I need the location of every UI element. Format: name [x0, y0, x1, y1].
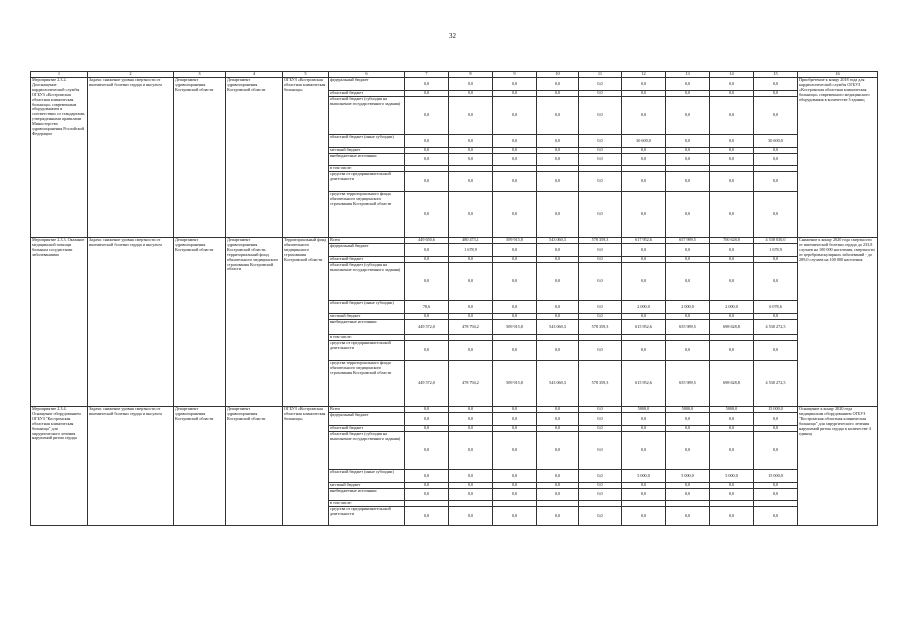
amount-cell: 0,0 — [405, 78, 449, 91]
amount-cell: 0,0 — [405, 489, 449, 501]
amount-cell: 6 078,6 — [754, 301, 798, 314]
amount-cell: 0,0 — [579, 78, 622, 91]
amount-cell: 0,0 — [710, 314, 754, 320]
funding-source-cell: федеральный бюджет — [329, 413, 405, 426]
amount-cell: 0,0 — [579, 135, 622, 148]
amount-cell: 0,0 — [537, 154, 579, 166]
expected-result-cell: Приобретение к концу 2018 года для кардиологической службы ОГБУЗ «Костромская областная клиническая больница» современного медицинского оборудования в количестве 3 единиц — [798, 78, 878, 238]
task-cell: Задача: снижение уровня смертности от ишемической болезни сердца и инсульта — [88, 238, 174, 407]
expected-result-cell: Снижение к концу 2020 года смертности от ишемической болезни сердца до 233,8 случаев на 100 000 населения, смертности от цереброваскулярных заболеваний - до 289,0 случаев на 100 000 населения — [798, 238, 878, 407]
amount-cell: 478 794,2 — [449, 320, 493, 335]
amount-cell: 0,0 — [710, 426, 754, 432]
amount-cell: 617 952,6 — [622, 238, 666, 244]
amount-cell: 0,0 — [666, 135, 710, 148]
amount-cell: 0,0 — [537, 489, 579, 501]
amount-cell: 0,0 — [493, 507, 537, 526]
amount-cell: 0,0 — [405, 470, 449, 483]
amount-cell: 0,0 — [710, 135, 754, 148]
expected-result-cell: Оснащение к концу 2020 года медицинским оборудованием ОГБУЗ "Костромская областная клиническая больница" для хирургического лечения нарушений ритма сердца в количестве 4 единиц — [798, 407, 878, 526]
amount-cell: 0,0 — [666, 432, 710, 470]
column-number: 9 — [493, 72, 537, 78]
executor-cell: Департамент здравоохранения Костромской области — [174, 407, 226, 526]
amount-cell: 0,0 — [537, 301, 579, 314]
amount-cell: 0,0 — [622, 154, 666, 166]
column-number: 14 — [710, 72, 754, 78]
amount-cell: 0,0 — [622, 413, 666, 426]
amount-cell: 0,0 — [493, 154, 537, 166]
amount-cell: 0,0 — [493, 483, 537, 489]
amount-cell: 0,0 — [405, 314, 449, 320]
amount-cell: 0,0 — [449, 407, 493, 413]
amount-cell: 0,0 — [710, 154, 754, 166]
amount-cell: 0,0 — [754, 341, 798, 361]
amount-cell: 0,0 — [493, 257, 537, 263]
amount-cell: 78,6 — [405, 301, 449, 314]
amount-cell: 0,0 — [537, 413, 579, 426]
amount-cell: 0,0 — [449, 154, 493, 166]
recipient-cell: ОГБУЗ «Костромская областная клиническая больница» — [283, 78, 329, 238]
amount-cell: 0,0 — [579, 263, 622, 301]
amount-cell: 0,0 — [405, 192, 449, 238]
column-number: 6 — [329, 72, 405, 78]
amount-cell: 0,0 — [754, 426, 798, 432]
amount-cell: 0,0 — [449, 432, 493, 470]
funding-source-cell: в том числе: — [329, 166, 405, 172]
amount-cell: 0,0 — [754, 413, 798, 426]
amount-cell: 0,0 — [493, 489, 537, 501]
amount-cell: 0,0 — [754, 192, 798, 238]
column-number: 4 — [226, 72, 283, 78]
amount-cell: 0,0 — [622, 78, 666, 91]
amount-cell: 0,0 — [579, 407, 622, 413]
executor-cell: Департамент здравоохранения Костромской области — [174, 78, 226, 238]
amount-cell: 0,0 — [710, 341, 754, 361]
amount-cell: 0,0 — [449, 413, 493, 426]
amount-cell: 0,0 — [449, 301, 493, 314]
amount-cell: 0,0 — [493, 78, 537, 91]
amount-cell: 0,0 — [449, 483, 493, 489]
amount-cell: 0,0 — [493, 301, 537, 314]
amount-cell: 0,0 — [493, 91, 537, 97]
amount-cell: 543 060,3 — [537, 238, 579, 244]
amount-cell: 15 000,0 — [754, 407, 798, 413]
amount-cell: 0,0 — [622, 507, 666, 526]
amount-cell: 0,0 — [579, 192, 622, 238]
amount-cell: 0,0 — [449, 489, 493, 501]
amount-cell: 0,0 — [666, 257, 710, 263]
amount-cell: 0,0 — [449, 192, 493, 238]
amount-cell: 0,0 — [579, 97, 622, 135]
funding-source-cell: областной бюджет — [329, 426, 405, 432]
amount-cell: 30 600,0 — [754, 135, 798, 148]
funding-source-cell: внебюджетные источники — [329, 320, 405, 335]
funding-source-cell: Всего — [329, 238, 405, 244]
measure-cell: Мероприятие 2.3.4. Оснащение оборудованием ОГБУЗ "Костромская областная клиническая больница" для хирургического лечения нарушений ритма сердца — [31, 407, 88, 526]
amount-cell: 0,0 — [493, 407, 537, 413]
funding-source-cell: в том числе: — [329, 335, 405, 341]
funding-source-cell: федеральный бюджет — [329, 78, 405, 91]
funding-source-cell: средства от предпринимательской деятельности — [329, 172, 405, 192]
amount-cell: 0,0 — [405, 432, 449, 470]
amount-cell: 0,0 — [754, 154, 798, 166]
column-number: 1 — [31, 72, 88, 78]
amount-cell: 0,0 — [537, 244, 579, 257]
amount-cell: 0,0 — [449, 314, 493, 320]
amount-cell: 0,0 — [622, 97, 666, 135]
amount-cell: 0,0 — [666, 489, 710, 501]
amount-cell: 0,0 — [579, 91, 622, 97]
amount-cell: 0,0 — [405, 426, 449, 432]
amount-cell: 655 989,5 — [666, 361, 710, 407]
funding-source-cell: областной бюджет — [329, 91, 405, 97]
funding-source-cell: Всего — [329, 407, 405, 413]
amount-cell: 5000,0 — [710, 407, 754, 413]
amount-cell: 0,0 — [449, 426, 493, 432]
amount-cell: 509 915,8 — [493, 361, 537, 407]
amount-cell: 0,0 — [579, 413, 622, 426]
amount-cell: 0,0 — [449, 341, 493, 361]
task-cell: Задача: снижение уровня смертности от ишемической болезни сердца и инсульта — [88, 78, 174, 238]
amount-cell: 0,0 — [405, 97, 449, 135]
amount-cell: 0,0 — [493, 192, 537, 238]
funding-source-cell: областной бюджет (субсидия на выполнение государственного задания) — [329, 263, 405, 301]
amount-cell: 0,0 — [622, 91, 666, 97]
funding-source-cell: местный бюджет — [329, 483, 405, 489]
amount-cell: 0,0 — [537, 341, 579, 361]
amount-cell: 449 572,0 — [405, 320, 449, 335]
amount-cell: 0,0 — [666, 97, 710, 135]
funding-source-cell: внебюджетные источники — [329, 489, 405, 501]
amount-cell: 2 000,0 — [710, 301, 754, 314]
amount-cell: 0,0 — [579, 314, 622, 320]
amount-cell: 509 915,8 — [493, 238, 537, 244]
amount-cell: 543 060,3 — [537, 320, 579, 335]
column-number: 12 — [622, 72, 666, 78]
amount-cell: 0,0 — [666, 154, 710, 166]
amount-cell: 2 000,0 — [622, 301, 666, 314]
funding-source-cell: областной бюджет (субсидия на выполнение государственного задания) — [329, 97, 405, 135]
amount-cell: 0,0 — [537, 257, 579, 263]
amount-cell: 578 359,3 — [579, 238, 622, 244]
amount-cell: 0,0 — [754, 507, 798, 526]
amount-cell: 4 530 272,5 — [754, 361, 798, 407]
amount-cell: 0,0 — [537, 470, 579, 483]
funding-source-cell: областной бюджет (иные субсидии) — [329, 135, 405, 148]
amount-cell: 0,0 — [449, 97, 493, 135]
amount-cell: 0,0 — [537, 263, 579, 301]
amount-cell: 0,0 — [493, 148, 537, 154]
amount-cell: 0,0 — [493, 314, 537, 320]
task-cell: Задача: снижение уровня смертности от ишемической болезни сердца и инсульта — [88, 407, 174, 526]
amount-cell: 0,0 — [579, 507, 622, 526]
amount-cell: 480 473,1 — [449, 238, 493, 244]
amount-cell: 0,0 — [405, 148, 449, 154]
amount-cell: 0,0 — [579, 154, 622, 166]
coexecutor-cell: Департамент здравоохранения Костромской области — [226, 407, 283, 526]
funding-source-cell: областной бюджет (субсидия на выполнение государственного задания) — [329, 432, 405, 470]
amount-cell: 0,0 — [622, 257, 666, 263]
amount-cell: 0,0 — [579, 489, 622, 501]
amount-cell: 0,0 — [666, 426, 710, 432]
funding-source-cell: внебюджетные источники — [329, 154, 405, 166]
amount-cell: 0,0 — [579, 341, 622, 361]
column-number: 13 — [666, 72, 710, 78]
amount-cell: 478 794,2 — [449, 361, 493, 407]
amount-cell: 0,0 — [405, 244, 449, 257]
amount-cell: 0,0 — [493, 413, 537, 426]
amount-cell: 0,0 — [754, 483, 798, 489]
amount-cell: 578 359,3 — [579, 361, 622, 407]
column-number: 8 — [449, 72, 493, 78]
amount-cell: 0,0 — [449, 470, 493, 483]
amount-cell: 0,0 — [493, 470, 537, 483]
amount-cell: 0,0 — [622, 172, 666, 192]
amount-cell: 0,0 — [537, 432, 579, 470]
amount-cell: 1 678,9 — [449, 244, 493, 257]
amount-cell: 0,0 — [754, 148, 798, 154]
amount-cell: 0,0 — [710, 257, 754, 263]
amount-cell: 0,0 — [579, 148, 622, 154]
amount-cell: 0,0 — [710, 263, 754, 301]
amount-cell: 0,0 — [754, 78, 798, 91]
amount-cell: 0,0 — [537, 407, 579, 413]
amount-cell: 0,0 — [754, 97, 798, 135]
funding-source-cell: средства территориального фонда обязательного медицинского страхования Костромской области — [329, 361, 405, 407]
amount-cell: 1 678,9 — [754, 244, 798, 257]
funding-source-cell: областной бюджет (иные субсидии) — [329, 301, 405, 314]
funding-source-cell: областной бюджет — [329, 257, 405, 263]
amount-cell: 0,0 — [754, 489, 798, 501]
column-number: 16 — [798, 72, 878, 78]
amount-cell: 0,0 — [537, 97, 579, 135]
amount-cell: 0,0 — [710, 148, 754, 154]
coexecutor-cell: Департамент здравоохранения Костромской области — [226, 78, 283, 238]
amount-cell: 0,0 — [710, 91, 754, 97]
amount-cell: 698 628,8 — [710, 320, 754, 335]
amount-cell: 0,0 — [449, 257, 493, 263]
amount-cell: 30 600,0 — [622, 135, 666, 148]
funding-source-cell: средства от предпринимательской деятельности — [329, 507, 405, 526]
amount-cell: 4 530 272,5 — [754, 320, 798, 335]
measure-cell: Мероприятие 2.3.2. Дооснащение кардиологической службы ОГБУЗ «Костромская областная клиническая больница» современным оборудованием в соответствии со стандартами, утвержденными правилами Министерства здравоохранения Российской Федерации — [31, 78, 88, 238]
amount-cell: 0,0 — [666, 341, 710, 361]
amount-cell: 0,0 — [449, 263, 493, 301]
amount-cell: 0,0 — [754, 257, 798, 263]
amount-cell: 0,0 — [405, 257, 449, 263]
amount-cell: 0,0 — [405, 263, 449, 301]
amount-cell: 0,0 — [537, 483, 579, 489]
amount-cell: 0,0 — [666, 314, 710, 320]
amount-cell: 0,0 — [537, 192, 579, 238]
amount-cell: 0,0 — [537, 172, 579, 192]
amount-cell: 0,0 — [622, 192, 666, 238]
column-number: 2 — [88, 72, 174, 78]
column-number: 3 — [174, 72, 226, 78]
amount-cell: 0,0 — [622, 341, 666, 361]
amount-cell: 0,0 — [622, 426, 666, 432]
amount-cell: 0,0 — [710, 489, 754, 501]
amount-cell: 0,0 — [666, 507, 710, 526]
executor-cell: Департамент здравоохранения Костромской области — [174, 238, 226, 407]
amount-cell: 0,0 — [493, 97, 537, 135]
table-row — [31, 78, 878, 91]
funding-source-cell: в том числе: — [329, 501, 405, 507]
amount-cell: 5 000,0 — [710, 470, 754, 483]
amount-cell: 0,0 — [493, 341, 537, 361]
amount-cell: 5 000,0 — [666, 470, 710, 483]
amount-cell: 0,0 — [537, 78, 579, 91]
program-table — [30, 71, 878, 526]
amount-cell: 0,0 — [754, 263, 798, 301]
column-number: 7 — [405, 72, 449, 78]
amount-cell: 615 952,6 — [622, 361, 666, 407]
amount-cell: 615 952,6 — [622, 320, 666, 335]
amount-cell: 0,0 — [449, 78, 493, 91]
amount-cell: 0,0 — [405, 413, 449, 426]
amount-cell: 0,0 — [710, 483, 754, 489]
amount-cell: 657 989,5 — [666, 238, 710, 244]
amount-cell: 0,0 — [449, 148, 493, 154]
amount-cell: 0,0 — [449, 172, 493, 192]
column-number: 15 — [754, 72, 798, 78]
amount-cell: 0,0 — [537, 91, 579, 97]
amount-cell: 0,0 — [493, 432, 537, 470]
amount-cell: 0,0 — [754, 314, 798, 320]
amount-cell: 449 572,0 — [405, 361, 449, 407]
amount-cell: 0,0 — [666, 483, 710, 489]
column-number: 5 — [283, 72, 329, 78]
amount-cell: 0,0 — [449, 507, 493, 526]
amount-cell: 0,0 — [666, 91, 710, 97]
amount-cell: 655 989,5 — [666, 320, 710, 335]
amount-cell: 0,0 — [622, 314, 666, 320]
amount-cell: 0,0 — [622, 432, 666, 470]
amount-cell: 0,0 — [579, 301, 622, 314]
amount-cell: 0,0 — [754, 91, 798, 97]
amount-cell: 0,0 — [666, 263, 710, 301]
recipient-cell: ОГБУЗ «Костромская областная клиническая больница» — [283, 407, 329, 526]
amount-cell: 0,0 — [405, 154, 449, 166]
column-number: 10 — [537, 72, 579, 78]
amount-cell: 0,0 — [579, 483, 622, 489]
amount-cell: 0,0 — [579, 244, 622, 257]
amount-cell: 0,0 — [710, 192, 754, 238]
amount-cell: 0,0 — [405, 135, 449, 148]
amount-cell: 15 000,0 — [754, 470, 798, 483]
amount-cell: 0,0 — [537, 426, 579, 432]
amount-cell: 578 359,3 — [579, 320, 622, 335]
funding-source-cell: средства от предпринимательской деятельности — [329, 341, 405, 361]
amount-cell: 0,0 — [579, 172, 622, 192]
amount-cell: 543 060,3 — [537, 361, 579, 407]
funding-source-cell: местный бюджет — [329, 148, 405, 154]
amount-cell: 0,0 — [405, 341, 449, 361]
measure-cell: Мероприятие 2.3.3. Оказание медицинской помощи больным сосудистыми заболеваниями — [31, 238, 88, 407]
amount-cell: 449 650,6 — [405, 238, 449, 244]
amount-cell: 0,0 — [537, 135, 579, 148]
amount-cell: 5 000,0 — [622, 470, 666, 483]
amount-cell: 0,0 — [666, 192, 710, 238]
amount-cell: 0,0 — [579, 257, 622, 263]
amount-cell: 0,0 — [666, 413, 710, 426]
amount-cell: 0,0 — [537, 314, 579, 320]
amount-cell: 0,0 — [710, 78, 754, 91]
amount-cell: 0,0 — [449, 91, 493, 97]
amount-cell: 0,0 — [710, 244, 754, 257]
amount-cell: 0,0 — [493, 172, 537, 192]
amount-cell: 2 000,0 — [666, 301, 710, 314]
amount-cell: 0,0 — [710, 507, 754, 526]
amount-cell: 0,0 — [579, 470, 622, 483]
amount-cell: 0,0 — [710, 97, 754, 135]
amount-cell: 0,0 — [622, 244, 666, 257]
recipient-cell: Территориальный фонд обязательного медицинского страхования Костромской области — [283, 238, 329, 407]
funding-source-cell: средства территориального фонда обязательного медицинского страхования Костромской области — [329, 192, 405, 238]
amount-cell: 0,0 — [666, 148, 710, 154]
amount-cell: 0,0 — [666, 244, 710, 257]
column-number: 11 — [579, 72, 622, 78]
funding-source-cell: федеральный бюджет — [329, 244, 405, 257]
funding-source-cell: областной бюджет (иные субсидии) — [329, 470, 405, 483]
amount-cell: 5000,0 — [622, 407, 666, 413]
page-number: 32 — [449, 32, 456, 40]
amount-cell: 0,0 — [537, 148, 579, 154]
amount-cell: 0,0 — [405, 507, 449, 526]
amount-cell: 0,0 — [622, 148, 666, 154]
amount-cell: 0,0 — [493, 135, 537, 148]
amount-cell: 0,0 — [754, 172, 798, 192]
amount-cell: 0,0 — [405, 172, 449, 192]
funding-source-cell: местный бюджет — [329, 314, 405, 320]
amount-cell: 0,0 — [710, 172, 754, 192]
amount-cell: 0,0 — [493, 426, 537, 432]
amount-cell: 698 628,8 — [710, 361, 754, 407]
amount-cell: 0,0 — [579, 432, 622, 470]
amount-cell: 700 628,8 — [710, 238, 754, 244]
amount-cell: 0,0 — [754, 432, 798, 470]
coexecutor-cell: Департамент здравоохранения Костромской области, территориальный фонд обязательного медицинского страхования Костромской области — [226, 238, 283, 407]
amount-cell: 0,0 — [666, 172, 710, 192]
amount-cell: 0,0 — [579, 426, 622, 432]
amount-cell: 0,0 — [622, 489, 666, 501]
amount-cell: 0,0 — [405, 407, 449, 413]
amount-cell: 0,0 — [405, 91, 449, 97]
amount-cell: 0,0 — [537, 507, 579, 526]
amount-cell: 509 915,8 — [493, 320, 537, 335]
amount-cell: 0,0 — [493, 263, 537, 301]
amount-cell: 0,0 — [622, 263, 666, 301]
amount-cell: 0,0 — [493, 244, 537, 257]
amount-cell: 0,0 — [710, 432, 754, 470]
amount-cell: 0,0 — [666, 78, 710, 91]
amount-cell: 0,0 — [405, 483, 449, 489]
amount-cell: 0,0 — [449, 135, 493, 148]
amount-cell: 4 538 030,0 — [754, 238, 798, 244]
amount-cell: 5000,0 — [666, 407, 710, 413]
amount-cell: 0,0 — [710, 413, 754, 426]
amount-cell: 0,0 — [622, 483, 666, 489]
